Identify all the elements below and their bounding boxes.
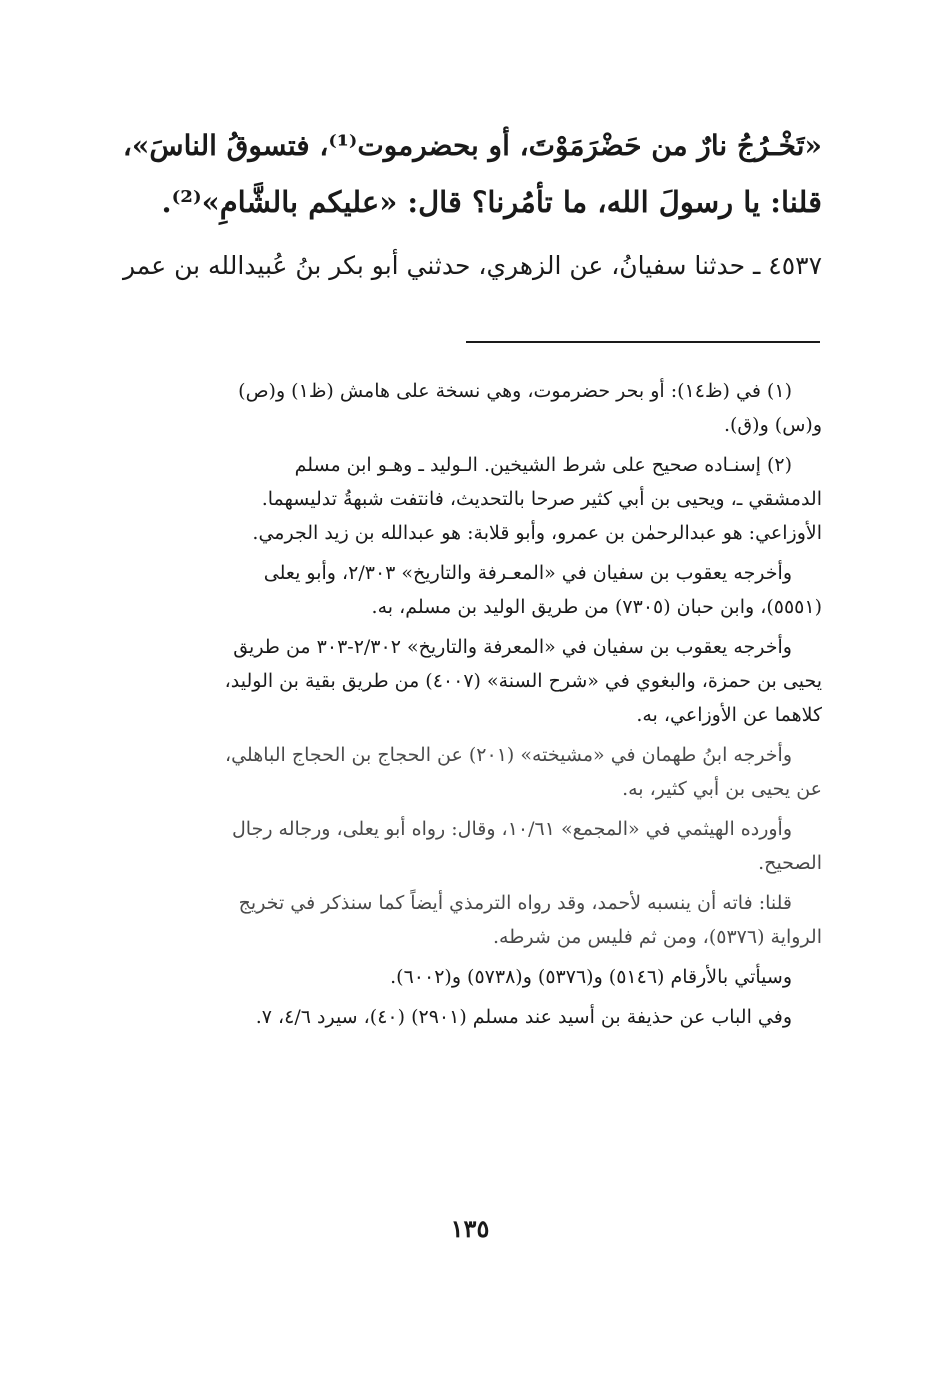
- page-number: ١٣٥: [450, 1214, 490, 1243]
- footnote-line: الرواية (٥٣٧٦)، ومن ثم فليس من شرطه.: [493, 926, 822, 948]
- main-text-line: «تَخْـرُجُ نارٌ من حَضْرَمَوْتَ، أو بحضرموت⁽¹⁾، فتسوقُ الناسَ»،: [122, 129, 822, 162]
- footnote-line: (١) في (ظ١٤): أو بحر حضرموت، وهي نسخة على هامش (ظ١) و(ص): [238, 380, 792, 402]
- footnote-line: عن يحيى بن أبي كثير، به.: [622, 778, 822, 800]
- footnote-line: و(س) و(ق).: [723, 414, 822, 436]
- footnote-line: وفي الباب عن حذيفة بن أسيد عند مسلم (٢٩٠١) (٤٠)، سيرد ٤/٦، ٧.: [255, 1006, 792, 1028]
- footnote-line: وأخرجه يعقوب بن سفيان في «المعرفة والتاريخ» ٢/٣٠٢-٣٠٣ من طريق: [233, 636, 792, 658]
- main-text-line: قلنا: يا رسولَ الله، ما تأمُرنا؟ قال: «عليكم بالشَّامِ»⁽²⁾.: [161, 185, 822, 219]
- footnote-paragraph: [118, 960, 822, 994]
- footnote-paragraph: [118, 556, 822, 624]
- footnote-line: كلاهما عن الأوزاعي، به.: [636, 704, 822, 726]
- footnote-paragraph: [118, 886, 822, 954]
- footnote-line: قلنا: فاته أن ينسبه لأحمد، وقد رواه الترمذي أيضاً كما سنذكر في تخريج: [238, 892, 792, 914]
- footnote-line: وأخرجه ابنُ طهمان في «مشيخته» (٢٠١) عن الحجاج بن الحجاج الباهلي،: [224, 744, 792, 766]
- footnote-paragraph: [118, 812, 822, 880]
- footnote-line: وأورده الهيثمي في «المجمع» ١٠/٦١، وقال: رواه أبو يعلى، ورجاله رجال: [232, 818, 792, 840]
- hadith-line: ٤٥٣٧ ـ حدثنا سفيانُ، عن الزهري، حدثني أبو بكر بنُ عُبيدالله بن عمر: [122, 251, 822, 280]
- footnote-2: [118, 448, 822, 550]
- footnote-line: (٢) إسنـاده صحيح على شرط الشيخين. الـوليد ـ وهـو ابن مسلم: [294, 454, 792, 476]
- footnote-line: (٥٥٥١)، وابن حبان (٧٣٠٥) من طريق الوليد بن مسلم، به.: [371, 596, 822, 618]
- main-text: [116, 118, 822, 286]
- footnote-line: الصحيح.: [758, 852, 822, 874]
- footnote-line: يحيى بن حمزة، والبغوي في «شرح السنة» (٤٠٠٧) من طريق بقية بن الوليد،: [224, 670, 822, 692]
- footnote-paragraph: [118, 1000, 822, 1034]
- footnote-line: الدمشقي ـ، ويحيى بن أبي كثير صرحا بالتحديث، فانتفت شبهةُ تدليسهما.: [261, 488, 822, 510]
- footnote-paragraph: [118, 738, 822, 806]
- footnote-paragraph: [118, 630, 822, 732]
- footnotes: [118, 374, 822, 1040]
- footnote-line: الأوزاعي: هو عبدالرحمٰن بن عمرو، وأبو قلابة: هو عبدالله بن زيد الجرمي.: [252, 522, 822, 544]
- footnote-separator: [466, 341, 820, 343]
- footnote-1: [118, 374, 822, 442]
- footnote-line: وسيأتي بالأرقام (٥١٤٦) و(٥٣٧٦) و(٥٧٣٨) و(٦٠٠٢).: [390, 966, 792, 988]
- footnote-line: وأخرجه يعقوب بن سفيان في «المعـرفة والتاريخ» ٢/٣٠٣، وأبو يعلى: [263, 562, 792, 584]
